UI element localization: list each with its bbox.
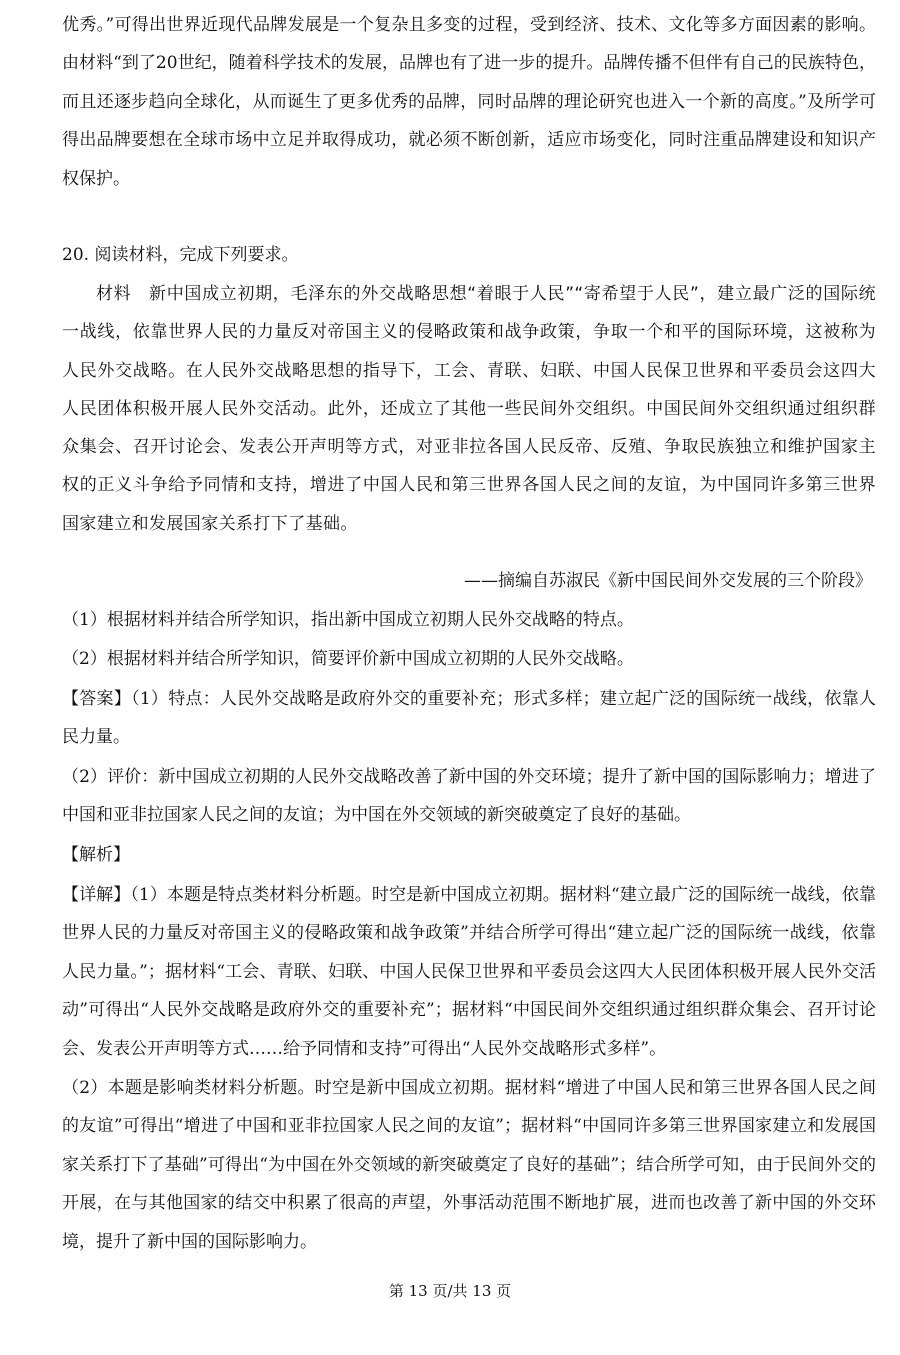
question-20-heading: 20. 阅读材料，完成下列要求。 bbox=[62, 245, 299, 265]
detail-part-2: （2）本题是影响类材料分析题。时空是新中国成立初期。据材料“增进了中国人民和第三世界各国人民之间的友谊”可得出“增进了中国和亚非拉国家人民之间的友谊”；据材料“中国同许多第三世界国家建立和发展国家关系打下了基础”可得出“为中国在外交领域的新突破奠定了良好的基础”；结合所学可知，由于民间外交的开展，在与其他国家的结交中积累了很高的声望，外事活动范围不断地扩展，进而也改善了新中国的外交环境，提升了新中国的国际影响力。 bbox=[62, 1078, 876, 1252]
material-source: ——摘编自苏淑民《新中国民间外交发展的三个阶段》 bbox=[464, 571, 872, 591]
answer-part-1: 【答案】（1）特点：人民外交战略是政府外交的重要补充；形式多样；建立起广泛的国际统一战线，依靠人民力量。 bbox=[62, 689, 876, 748]
sub-question-2: （2）根据材料并结合所学知识，简要评价新中国成立初期的人民外交战略。 bbox=[62, 649, 634, 669]
answer-part-2: （2）评价：新中国成立初期的人民外交战略改善了新中国的外交环境；提升了新中国的国际影响力；增进了中国和亚非拉国家人民之间的友谊；为中国在外交领域的新突破奠定了良好的基础。 bbox=[62, 767, 876, 826]
material-text: 材料 新中国成立初期，毛泽东的外交战略思想“着眼于人民”“寄希望于人民”，建立最广泛的国际统一战线，依靠世界人民的力量反对帝国主义的侵略政策和战争政策，争取一个和平的国际环境，这被称为人民外交战略。在人民外交战略思想的指导下，工会、青联、妇联、中国人民保卫世界和平委员会这四大人民团体积极开展人民外交活动。此外，还成立了其他一些民间外交组织。中国民间外交组织通过组织群众集会、召开讨论会、发表公开声明等方式，对亚非拉各国人民反帝、反殖、争取民族独立和维护国家主权的正义斗争给予同情和支持，增进了中国人民和第三世界各国人民之间的友谊，为中国同许多第三世界国家建立和发展国家关系打下了基础。 bbox=[62, 284, 876, 534]
page-number: 第 13 页/共 13 页 bbox=[388, 1282, 512, 1300]
detail-part-1: 【详解】（1）本题是特点类材料分析题。时空是新中国成立初期。据材料“建立最广泛的国际统一战线，依靠世界人民的力量反对帝国主义的侵略政策和战争政策”并结合所学可得出“建立起广泛的国际统一战线，依靠人民力量。”；据材料“工会、青联、妇联、中国人民保卫世界和平委员会这四大人民团体积极开展人民外交活动”可得出“人民外交战略是政府外交的重要补充”；据材料“中国民间外交组织通过组织群众集会、召开讨论会、发表公开声明等方式……给予同情和支持”可得出“人民外交战略形式多样”。 bbox=[62, 885, 876, 1059]
analysis-heading: 【解析】 bbox=[62, 845, 130, 865]
paragraph-brand-conclusion: 优秀。”可得出世界近现代品牌发展是一个复杂且多变的过程，受到经济、技术、文化等多方面因素的影响。由材料“到了20世纪，随着科学技术的发展，品牌也有了进一步的提升。品牌传播不但伴有自己的民族特色，而且还逐步趋向全球化，从而诞生了更多优秀的品牌，同时品牌的理论研究也进入一个新的高度。”及所学可得出品牌要想在全球市场中立足并取得成功，就必须不断创新，适应市场变化，同时注重品牌建设和知识产权保护。 bbox=[62, 15, 876, 189]
sub-question-1: （1）根据材料并结合所学知识，指出新中国成立初期人民外交战略的特点。 bbox=[62, 610, 634, 630]
